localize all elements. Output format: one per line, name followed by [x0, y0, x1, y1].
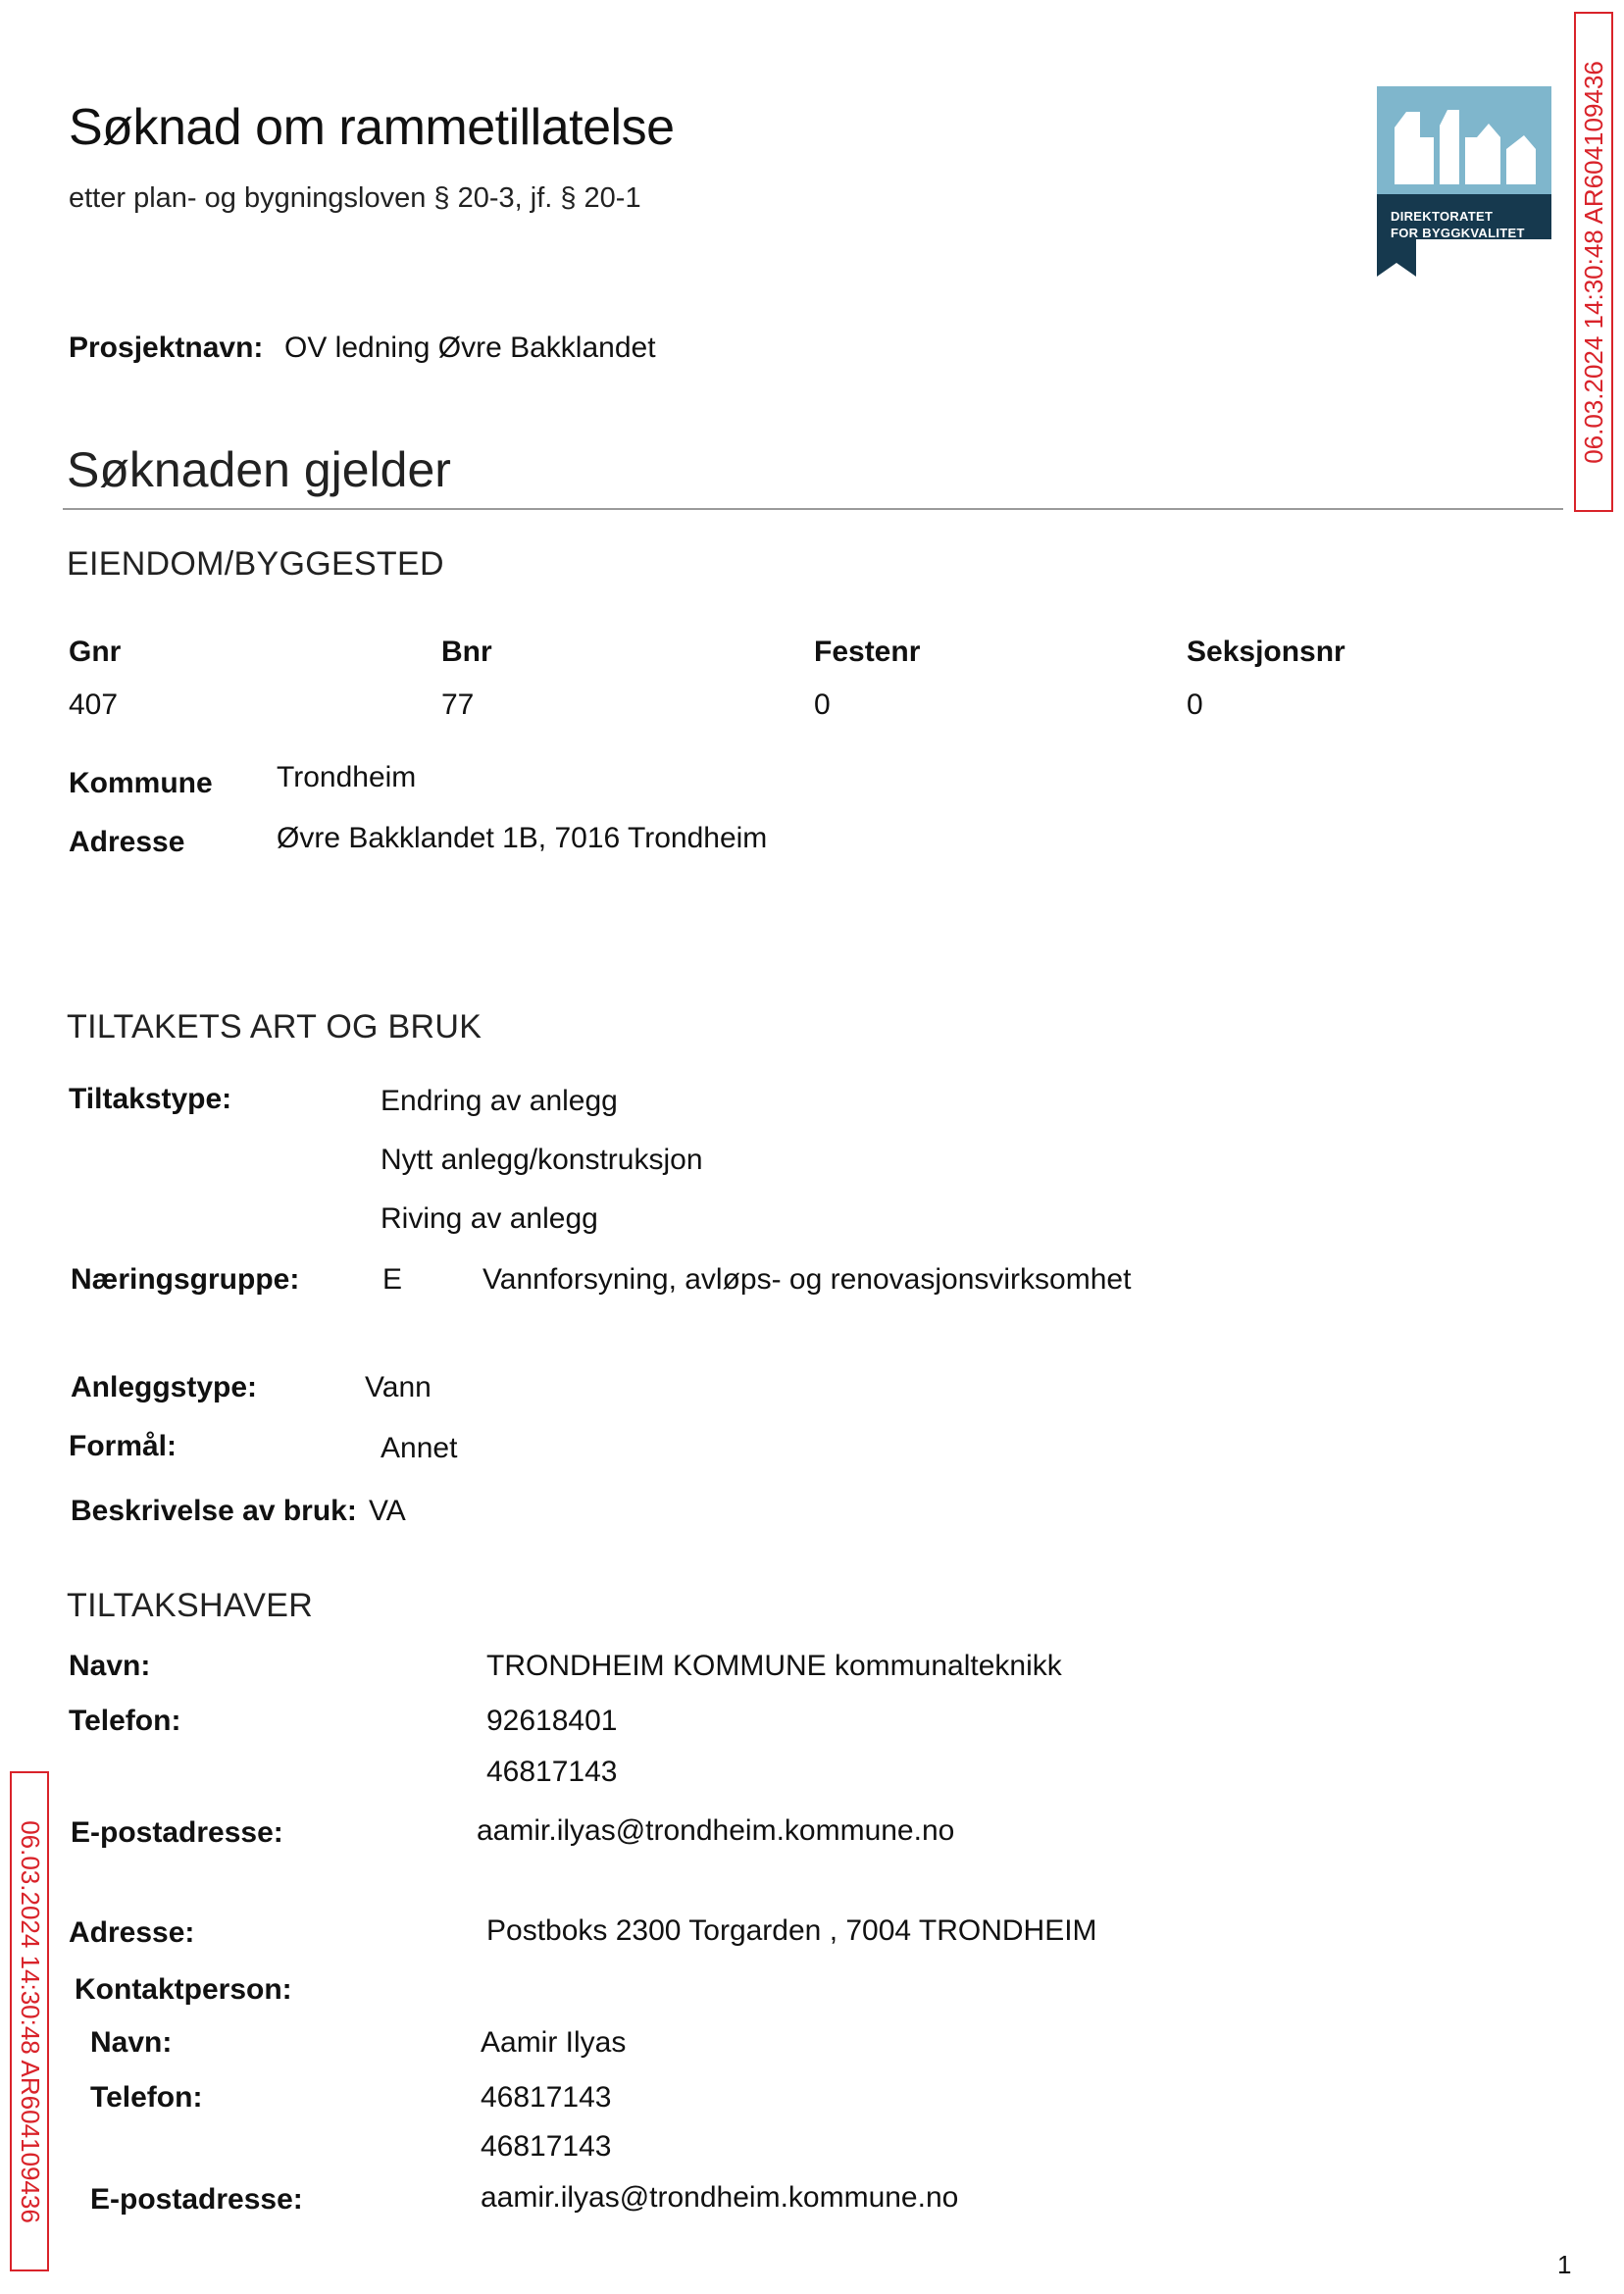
adresse-value: Øvre Bakklandet 1B, 7016 Trondheim: [277, 822, 768, 854]
received-stamp-right: [1574, 12, 1613, 512]
received-stamp-left: [10, 1771, 49, 2271]
tiltakshaver-epost-value: aamir.ilyas@trondheim.kommune.no: [477, 1814, 955, 1847]
naeringsgruppe-code: E: [382, 1263, 403, 1296]
page-number: 1: [1557, 2250, 1572, 2279]
adresse-label: Adresse: [69, 826, 185, 858]
tiltakshaver-epost-label: E-postadresse:: [71, 1816, 283, 1849]
logo-line-1: DIREKTORATET: [1391, 209, 1494, 224]
tiltakstype-item: Nytt anlegg/konstruksjon: [381, 1144, 703, 1176]
section-divider: [63, 508, 1563, 510]
document-subtitle: etter plan- og bygningsloven § 20-3, jf. § 20-1: [69, 182, 641, 214]
section-title-soknaden: Søknaden gjelder: [67, 442, 451, 497]
tiltakstype-item: Riving av anlegg: [381, 1202, 598, 1235]
anleggstype-label: Anleggstype:: [71, 1371, 258, 1403]
tiltakshaver-telefon-value: 92618401: [486, 1705, 618, 1737]
kontakt-telefon-value: 46817143: [481, 2081, 612, 2114]
anleggstype-value: Vann: [365, 1371, 431, 1403]
tiltakshaver-adresse-label: Adresse:: [69, 1916, 195, 1949]
kontakt-navn-value: Aamir Ilyas: [481, 2026, 627, 2059]
formal-value: Annet: [381, 1432, 458, 1464]
bnr-value: 77: [441, 688, 475, 721]
naeringsgruppe-text: Vannforsyning, avløps- og renovasjonsvirksomhet: [482, 1263, 1132, 1296]
seksjonsnr-value: 0: [1187, 688, 1203, 721]
kontakt-telefon-label: Telefon:: [90, 2081, 203, 2114]
tiltakshaver-navn-label: Navn:: [69, 1650, 151, 1682]
seksjonsnr-label: Seksjonsnr: [1187, 636, 1345, 668]
tiltakstype-label: Tiltakstype:: [69, 1083, 232, 1115]
stamp-text: 06.03.2024 14:30:48 AR604109436: [15, 1819, 45, 2223]
project-label: Prosjektnavn:: [69, 331, 264, 364]
stamp-text: 06.03.2024 14:30:48 AR604109436: [1578, 60, 1608, 464]
tiltakshaver-telefon-label: Telefon:: [69, 1705, 181, 1737]
kontakt-navn-label: Navn:: [90, 2026, 173, 2059]
tiltakshaver-heading: TILTAKSHAVER: [67, 1587, 314, 1624]
tiltakstype-item: Endring av anlegg: [381, 1085, 618, 1117]
bnr-label: Bnr: [441, 636, 492, 668]
tiltakshaver-telefon-value: 46817143: [486, 1756, 618, 1788]
beskrivelse-value: VA: [369, 1495, 406, 1527]
naeringsgruppe-label: Næringsgruppe:: [71, 1263, 300, 1296]
kontaktperson-label: Kontaktperson:: [75, 1973, 292, 2006]
formal-label: Formål:: [69, 1430, 178, 1462]
document-title: Søknad om rammetillatelse: [69, 99, 675, 156]
project-value: OV ledning Øvre Bakklandet: [284, 331, 656, 364]
festenr-label: Festenr: [814, 636, 921, 668]
kontakt-epost-value: aamir.ilyas@trondheim.kommune.no: [481, 2181, 959, 2214]
gnr-label: Gnr: [69, 636, 122, 668]
beskrivelse-label: Beskrivelse av bruk:: [71, 1495, 357, 1527]
tiltakshaver-navn-value: TRONDHEIM KOMMUNE kommunalteknikk: [486, 1650, 1062, 1682]
eiendom-heading: EIENDOM/BYGGESTED: [67, 545, 444, 583]
festenr-value: 0: [814, 688, 831, 721]
logo-line-2: FOR BYGGKVALITET: [1391, 226, 1525, 240]
kontakt-epost-label: E-postadresse:: [90, 2183, 303, 2216]
gnr-value: 407: [69, 688, 119, 721]
dibk-logo-icon: [1377, 86, 1551, 279]
dibk-logo: [1377, 86, 1551, 279]
kommune-label: Kommune: [69, 767, 213, 799]
tiltak-heading: TILTAKETS ART OG BRUK: [67, 1008, 482, 1045]
kommune-value: Trondheim: [277, 761, 417, 793]
kontakt-telefon-value: 46817143: [481, 2130, 612, 2163]
tiltakshaver-adresse-value: Postboks 2300 Torgarden , 7004 TRONDHEIM: [486, 1914, 1097, 1947]
